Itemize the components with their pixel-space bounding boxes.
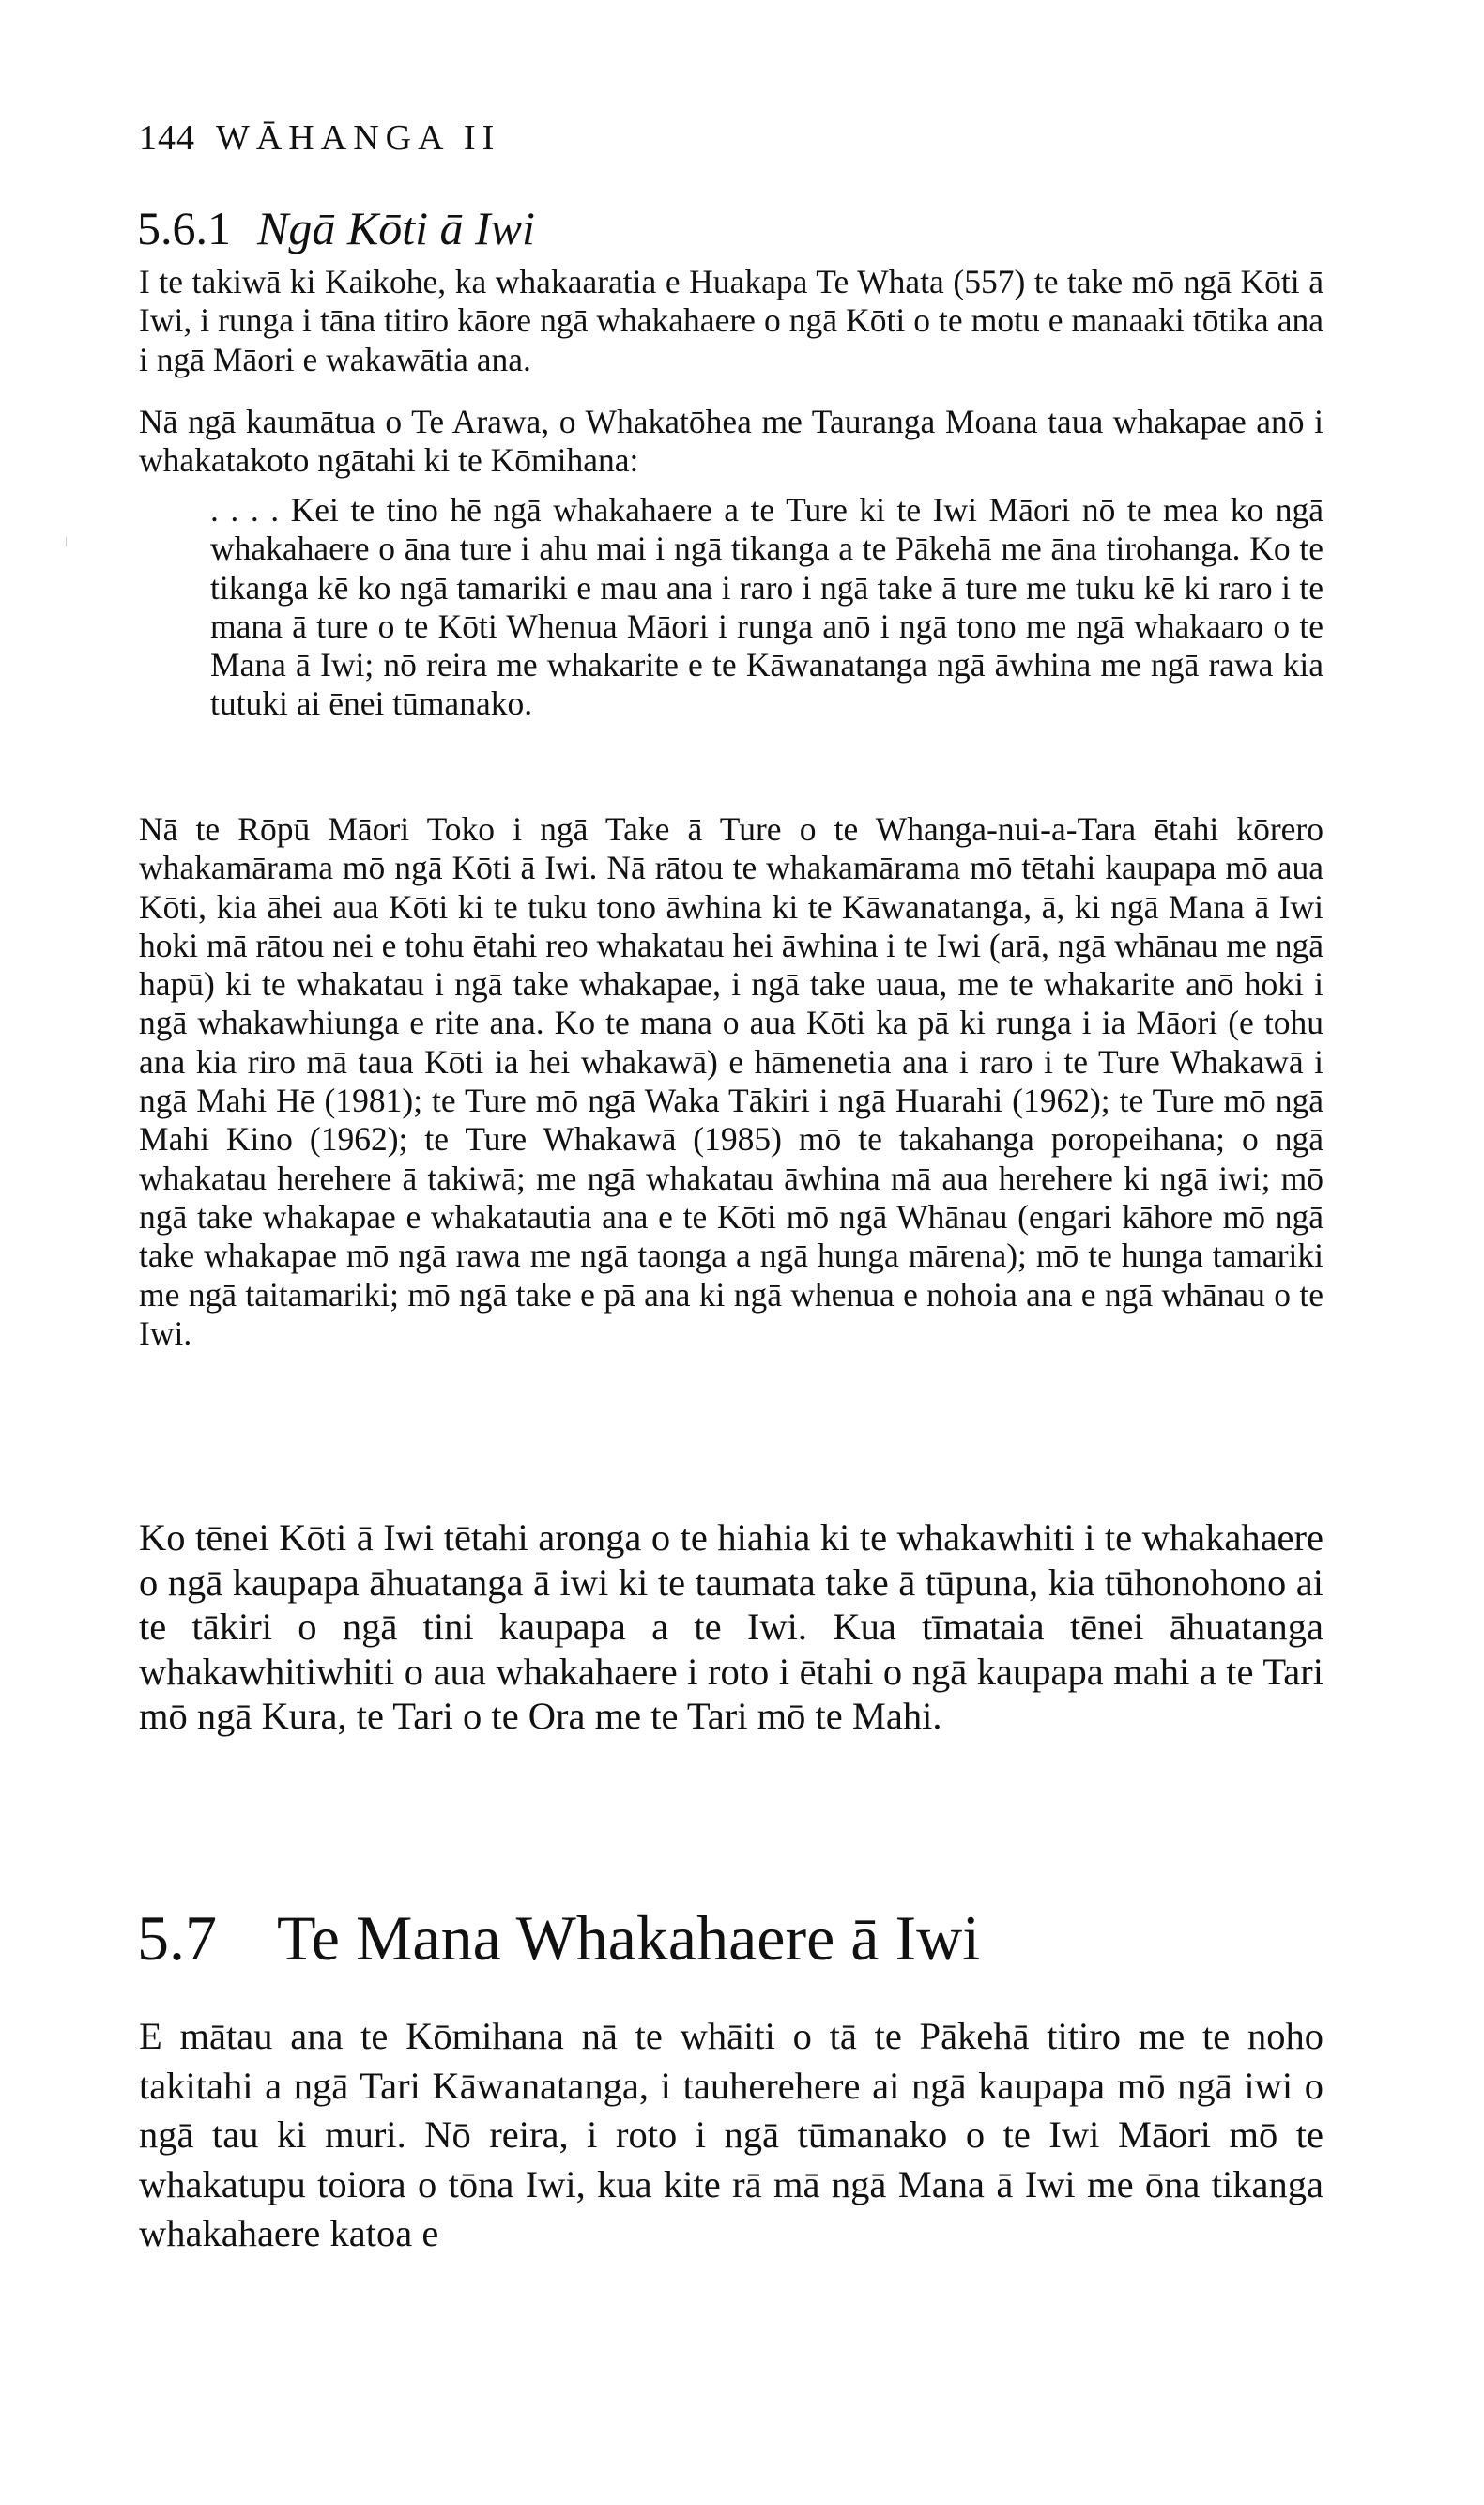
subsection-number: 5.6.1 [137, 202, 231, 254]
page-number: 144 [139, 118, 195, 158]
margin-mark [66, 537, 67, 546]
subsection-heading [137, 202, 535, 254]
subsection-title: Ngā Kōti ā Iwi [257, 202, 535, 254]
paragraph-koti-a-iwi: Ko tēnei Kōti ā Iwi tētahi aronga o te hiahia ki te whakawhiti i te whakahaere o ngā kaupapa āhuatanga ā iwi ki te taumata take ā tūpuna, kia tūhonohono ai te tākiri o ngā tini kaupapa a te Iwi. Kua tīmataia tēnei āhuatanga whakawhitiwhiti o aua whakahaere i roto i ētahi o ngā kaupapa mahi a te Tari mō ngā Kura, te Tari o te Ora me te Tari mō te Mahi. [139, 1516, 1323, 1737]
running-head [139, 120, 500, 156]
paragraph-ropu-maori: Nā te Rōpū Māori Toko i ngā Take ā Ture o te Whanga-nui-a-Tara ētahi kōrero whakamārama mō ngā Kōti ā Iwi. Nā rātou te whakamārama mō tētahi kaupapa mō aua Kōti, kia āhei aua Kōti ki te tuku tono āwhina ki te Kāwanatanga, ā, ki ngā Mana ā Iwi hoki mā rātou nei e tohu ētahi reo whakatau hei āwhina i te Iwi (arā, ngā whānau me ngā hapū) ki te whakatau i ngā take whakapae, i ngā take uaua, me te whakarite anō hoki i ngā whakawhiunga e rite ana. Ko te mana o aua Kōti ka pā ki runga i ia Māori (e tohu ana kia riro mā taua Kōti ia hei whakawā) e hāmenetia ana i raro i te Ture Whakawā i ngā Mahi Hē (1981); te Ture mō ngā Waka Tākiri i ngā Huarahi (1962); te Ture mō ngā Mahi Kino (1962); te Ture Whakawā (1985) mō te takahanga poropeihana; o ngā whakatau herehere ā takiwā; me ngā whakatau āwhina mā aua herehere ki ngā iwi; mō ngā take whakapae e whakatautia ana e te Kōti mō ngā Whānau (engari kāhore mō ngā take whakapae mō ngā rawa me ngā taonga a ngā hunga mārena); mō te hunga tamariki me ngā taitamariki; mō ngā take e pā ana ki ngā whenua e nohoia ana e ngā whānau o te Iwi. [139, 810, 1323, 1352]
section-number: 5.7 [137, 1902, 217, 1974]
section-title: Te Mana Whakahaere ā Iwi [277, 1902, 981, 1974]
block-quote: . . . . Kei te tino hē ngā whakahaere a te Ture ki te Iwi Māori nō te mea ko ngā whakahaere o āna ture i ahu mai i ngā tikanga a te Pākehā me āna tirohanga. Ko te tikanga kē ko ngā tamariki e mau ana i raro i ngā take ā ture me tuku kē ki raro i te mana ā ture o te Kōti Whenua Māori i runga anō i ngā tono me ngā whakaaro o te Mana ā Iwi; nō reira me whakarite e te Kāwanatanga ngā āwhina me ngā rawa kia tutuki ai ēnei tūmanako. [210, 491, 1323, 723]
section-body-paragraph: E mātau ana te Kōmihana nā te whāiti o tā te Pākehā titiro me te noho takitahi a ngā Tari Kāwanatanga, i tauherehere ai ngā kaupapa mō ngā iwi o ngā tau ki muri. Nō reira, i roto i ngā tūmanako o te Iwi Māori mō te whakatupu toiora o tōna Iwi, kua kite rā mā ngā Mana ā Iwi me ōna tikanga whakahaere katoa e [139, 2015, 1323, 2254]
paragraph-kaikohe: I te takiwā ki Kaikohe, ka whakaaratia e Huakapa Te Whata (557) te take mō ngā Kōti ā Iwi, i runga i tāna titiro kāore ngā whakahaere o ngā Kōti o te motu e manaaki tōtika ana i ngā Māori e wakawātia ana. [139, 263, 1323, 378]
section-heading [137, 1902, 981, 1974]
running-head-title: WĀHANGA II [216, 118, 501, 158]
paragraph-kaumatua: Nā ngā kaumātua o Te Arawa, o Whakatōhea me Tauranga Moana taua whakapae anō i whakatakoto ngātahi ki te Kōmihana: [139, 403, 1323, 480]
